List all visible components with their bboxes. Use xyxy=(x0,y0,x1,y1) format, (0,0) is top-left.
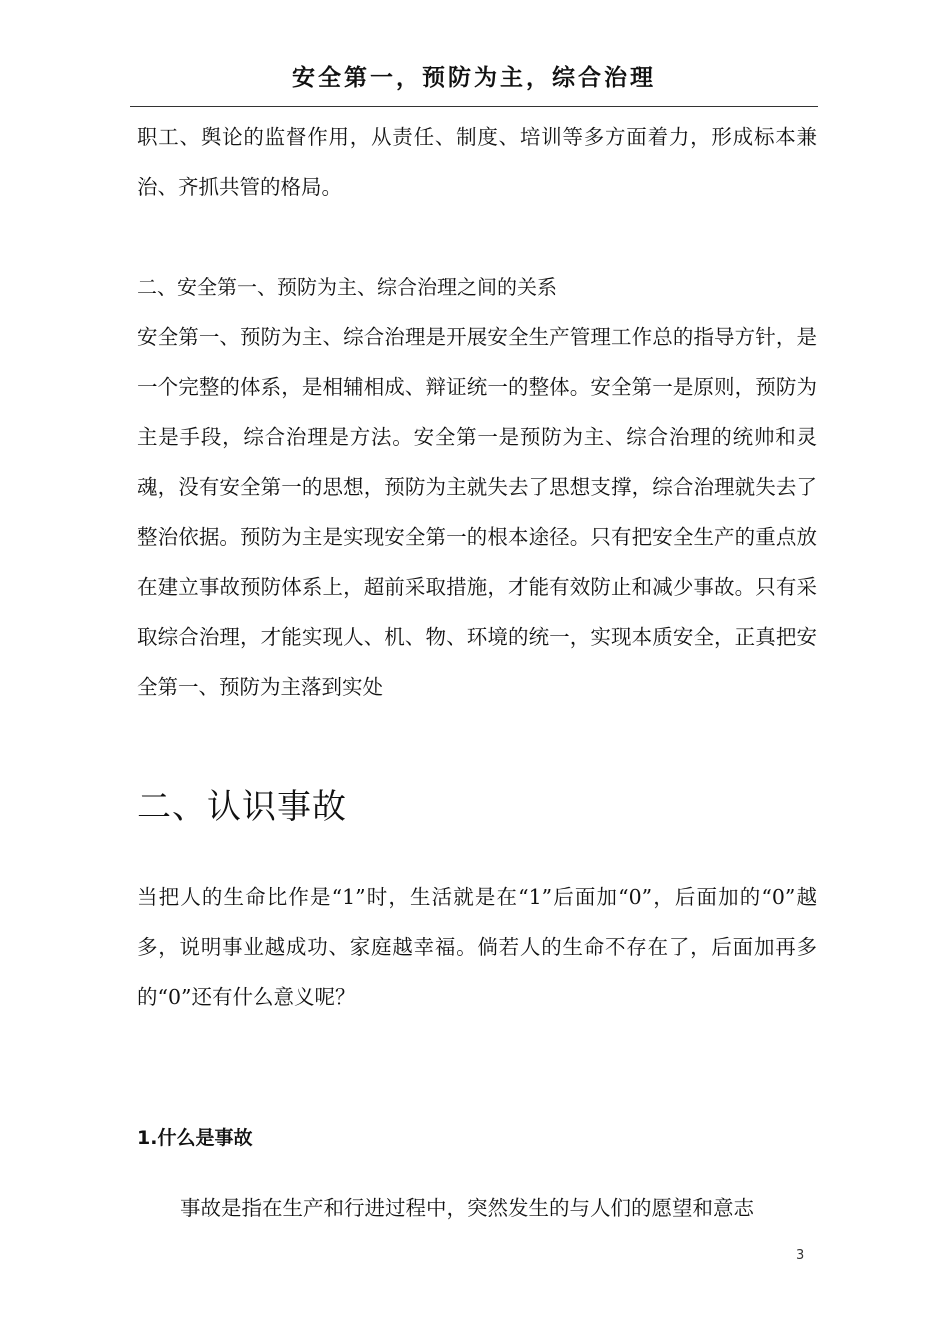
page-number: 3 xyxy=(796,1248,805,1263)
section-heading-what-is-accident: 1.什么是事故 xyxy=(137,1127,253,1149)
section-title-relationship: 二、安全第一、预防为主、综合治理之间的关系 xyxy=(137,275,557,299)
paragraph-life-analogy: 当把人的生命比作是“1”时，生活就是在“1”后面加“0”，后面加的“0”越多，说明事业越成功、家庭越幸福。倘若人的生命不存在了，后面加再多的“0”还有什么意义呢？ xyxy=(137,885,817,1009)
paragraph-relationship: 安全第一、预防为主、综合治理是开展安全生产管理工作总的指导方针，是一个完整的体系，是相辅相成、辩证统一的整体。安全第一是原则，预防为主是手段，综合治理是方法。安全第一是预防为主、综合治理的统帅和灵魂，没有安全第一的思想，预防为主就失去了思想支撑，综合治理就失去了整治依据。预防为主是实现安全第一的根本途径。只有把安全生产的重点放在建立事故预防体系上，超前采取措施，才能有效防止和减少事故。只有采取综合治理，才能实现人、机、物、环境的统一，实现本质安全，正真把安全第一、预防为主落到实处 xyxy=(137,325,817,699)
paragraph-accident-definition: 事故是指在生产和行进过程中，突然发生的与人们的愿望和意志 xyxy=(180,1196,754,1220)
page-header xyxy=(130,58,818,107)
chapter-heading-accidents: 二、认识事故 xyxy=(137,787,347,827)
paragraph-continuation: 职工、舆论的监督作用，从责任、制度、培训等多方面着力，形成标本兼治、齐抓共管的格局。 xyxy=(137,125,817,199)
header-title: 安全第一，预防为主，综合治理 xyxy=(292,64,656,91)
